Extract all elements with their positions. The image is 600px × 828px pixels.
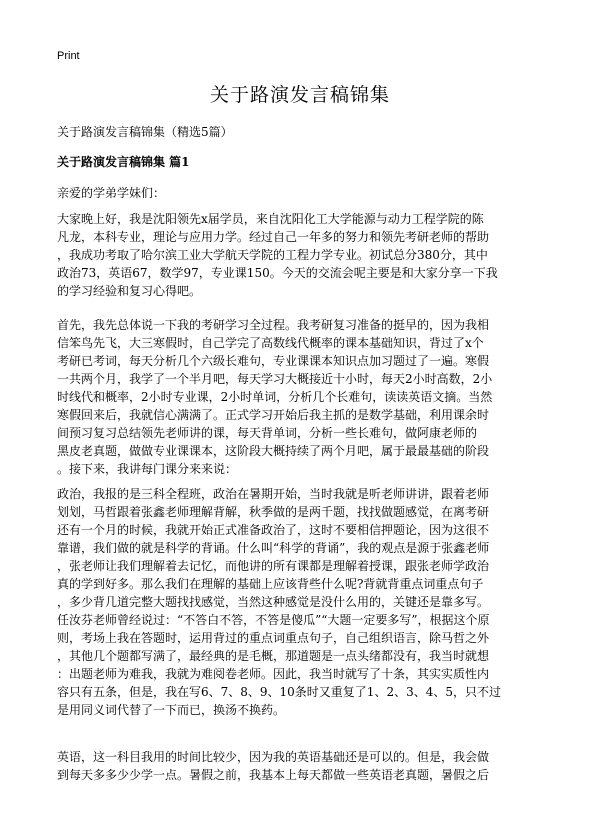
paragraph-line: ，多少背几道完整大题找找感觉，当然这种感觉是没什么用的，关键还是靠多写。 bbox=[57, 595, 490, 609]
paragraph-line: ，我成功考取了哈尔滨工业大学航天学院的工程力学专业。初试总分380分，其中 bbox=[57, 248, 488, 262]
paragraph-line: 政治73，英语67，数学97，专业课150。今天的交流会呢主要是和大家分享一下我 bbox=[57, 266, 498, 280]
paragraph-line: 寒假回来后，我就信心满满了。正式学习开始后我主抓的是数学基础，利用课余时 bbox=[57, 408, 490, 422]
paragraph-line: 首先，我先总体说一下我的考研学习全过程。我考研复习准备的挺早的，因为我相 bbox=[57, 318, 490, 332]
paragraph-line: 政治，我报的是三科全程班，政治在暑期开始，当时我就是听老师讲讲，跟着老师 bbox=[57, 487, 490, 501]
paragraph-line: 信笨鸟先飞，大三寒假时，自己学完了高数线代概率的课本基础知识，背过了x个 bbox=[57, 336, 484, 350]
paragraph-line: 时线代和概率，2小时专业课，2小时单词，分析几个长难句，读读英语文摘。当然 bbox=[57, 390, 493, 404]
paragraph-line: 到每天多多少少学一点。暑假之前，我基本上每天都做一些英语老真题，暑假之后 bbox=[57, 768, 490, 782]
paragraph-line: 靠谱，我们做的就是科学的背诵。什么叫“科学的背诵”，我的观点是源于张鑫老师 bbox=[57, 541, 490, 555]
paragraph-line: ，其他几个题都写满了，最经典的是毛概，那道题是一点头绪都没有，我当时就想 bbox=[57, 649, 490, 663]
print-label: Print bbox=[57, 50, 80, 62]
paragraph-line: 任汝芬老师曾经说过：“不答白不答，不答是傻瓜”“大题一定要多写”，根据这个原 bbox=[57, 613, 490, 627]
paragraph-2 bbox=[57, 316, 549, 478]
paragraph-4 bbox=[57, 748, 549, 784]
greeting: 亲爱的学弟学妹们： bbox=[57, 186, 166, 200]
paragraph-1 bbox=[57, 210, 549, 300]
paragraph-line: 划划，马哲跟着张鑫老师理解背解，秋季做的是两千题，找找做题感觉，在离考研 bbox=[57, 505, 490, 519]
paragraph-line: 间预习复习总结领先老师讲的课，每天背单词，分析一些长难句，做阿康老师的 bbox=[57, 426, 478, 440]
paragraph-line: 容只有五条，但是，我在写6、7、8、9、10条时又重复了1、2、3、4、5，只不过 bbox=[57, 685, 501, 699]
paragraph-line: ，张老师让我们理解着去记忆，而他讲的所有课都是理解着授课，跟张老师学政治 bbox=[57, 559, 490, 573]
paragraph-line: 还有一个月的时候，我就开始正式准备政治了，这时不要相信押题论，因为这很不 bbox=[57, 523, 490, 537]
paragraph-line: 大家晚上好，我是沈阳领先x届学员，来自沈阳化工大学能源与动力工程学院的陈 bbox=[57, 212, 484, 226]
paragraph-line: 黑皮老真题，做做专业课课本，这阶段大概持续了两个月吧，属于最最基础的阶段 bbox=[57, 444, 490, 458]
paragraph-line: 凡龙，本科专业，理论与应用力学。经过自己一年多的努力和领先考研老师的帮助 bbox=[57, 230, 490, 244]
paragraph-line: 考研已考词，每天分析几个六级长难句，专业课课本知识点加习题过了一遍。寒假 bbox=[57, 354, 490, 368]
paragraph-line: ：出题老师为难我，我就为难阅卷老师。因此，我当时就写了十条，其实实质性内 bbox=[57, 667, 490, 681]
paragraph-line: 则，考场上我在答题时，运用背过的重点词重点句子，自己组织语言，除马哲之外 bbox=[57, 631, 490, 645]
paragraph-line: 。接下来，我讲每门课分来来说： bbox=[57, 462, 238, 476]
paragraph-line: 是用同义词代替了一下而已，换汤不换药。 bbox=[57, 703, 286, 717]
paragraph-line: 的学习经验和复习心得吧。 bbox=[57, 284, 202, 298]
document-title: 关于路演发言稿锦集 bbox=[209, 84, 390, 106]
document-subtitle: 关于路演发言稿锦集（精选5篇） bbox=[57, 125, 233, 139]
section-heading: 关于路演发言稿锦集 篇1 bbox=[57, 155, 190, 169]
paragraph-3 bbox=[57, 485, 549, 719]
paragraph-line: 一共两个月，我学了一个半月吧，每天学习大概接近十小时，每天2小时高数，2小 bbox=[57, 372, 493, 386]
paragraph-line: 真的学到好多。那么我们在理解的基础上应该背些什么呢?背就背重点词重点句子 bbox=[57, 577, 484, 591]
paragraph-line: 英语，这一科目我用的时间比较少，因为我的英语基础还是可以的。但是，我会做 bbox=[57, 750, 490, 764]
